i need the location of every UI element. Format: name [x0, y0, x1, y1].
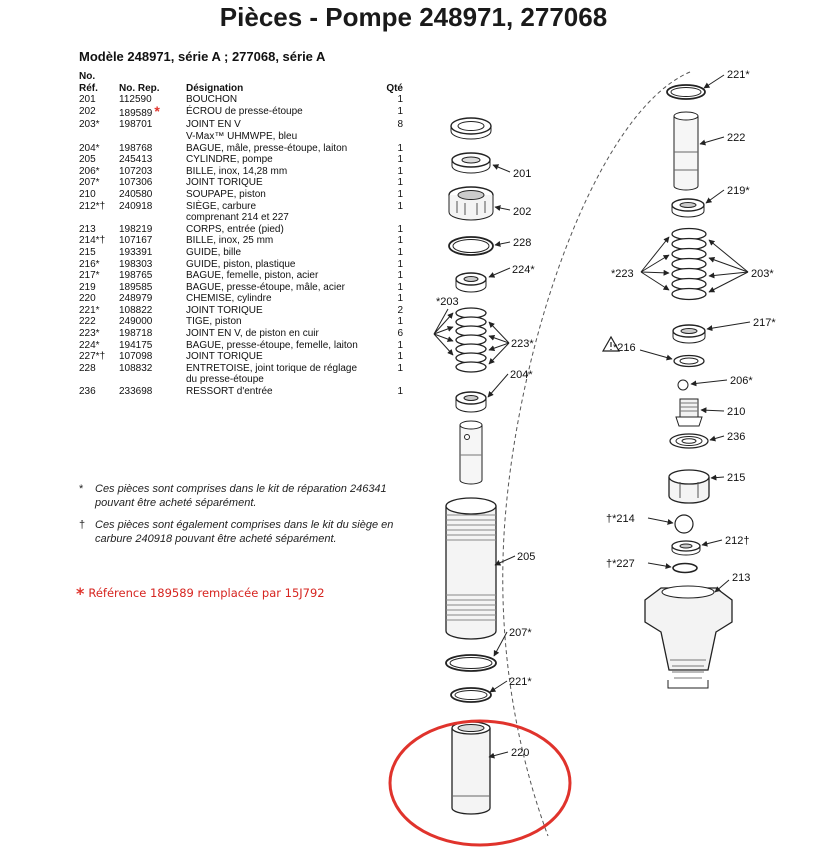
callout-215: 215 [727, 472, 746, 484]
note-kit-text: Ces pièces sont comprises dans le kit de réparation 246341 pouvant être acheté séparément. [95, 483, 387, 509]
cell-qte: 1 [397, 351, 403, 363]
cell-designation: GUIDE, piston, plastique [186, 258, 296, 270]
callout-223-left: 223* [511, 338, 534, 350]
cell-ref: 210 [79, 188, 96, 200]
note-carbide-text: Ces pièces sont également comprises dans le kit du siège en carbure 240918 pouvant être acheté séparément. [95, 519, 394, 545]
part-228-spacer [449, 237, 493, 255]
cell-designation: V-Max™ UHMWPE, bleu [186, 130, 298, 142]
cell-designation: BAGUE, femelle, piston, acier [186, 270, 319, 282]
cell-no-rep: 198718 [119, 328, 153, 340]
cell-designation: BOUCHON [186, 94, 238, 106]
cell-no-rep: 245413 [119, 154, 153, 166]
cell-ref: 215 [79, 246, 96, 258]
cell-qte: 1 [397, 246, 403, 258]
cell-designation: SIÈGE, carbure [186, 200, 257, 212]
cell-ref: 212*† [79, 200, 106, 212]
cell-designation: JOINT TORIQUE [186, 177, 263, 189]
part-207-o-ring [446, 655, 496, 671]
callout-217: 217* [753, 317, 776, 329]
cell-designation: JOINT TORIQUE [186, 304, 263, 316]
page-title: Pièces - Pompe 248971, 277068 [219, 2, 608, 32]
callout-221-right: 221* [727, 69, 750, 81]
cell-ref: 227*† [79, 351, 106, 363]
part-216-piston-guide [674, 356, 704, 367]
cell-qte: 1 [397, 281, 403, 293]
cell-no-rep: 233698 [119, 386, 153, 398]
cell-ref: 207* [79, 177, 100, 189]
part-215-ball-guide [669, 470, 709, 503]
cell-designation: ÉCROU de presse-étoupe [186, 105, 303, 117]
part-210-piston-valve [676, 399, 702, 426]
callout-206: 206* [730, 375, 753, 387]
callout-224: 224* [512, 264, 535, 276]
cell-no-rep: 193391 [119, 246, 153, 258]
cell-qte: 1 [397, 339, 403, 351]
callout-210: 210 [727, 406, 746, 418]
cell-no-rep: 107306 [119, 177, 153, 189]
cell-ref: 222 [79, 316, 96, 328]
dashed-assembly-line [503, 72, 690, 836]
cell-ref: 214*† [79, 235, 106, 247]
cell-qte: 2 [397, 304, 403, 316]
callout-202: 202 [513, 206, 532, 218]
callout-203-left: *203 [436, 296, 459, 308]
replacement-text: Référence 189589 remplacée par 15J792 [88, 586, 325, 600]
cell-designation: CYLINDRE, pompe [186, 154, 273, 166]
cell-qte: 1 [397, 200, 403, 212]
cell-no-rep: 240580 [119, 188, 153, 200]
cell-designation: ENTRETOISE, joint torique de réglage [186, 362, 358, 374]
cell-designation: GUIDE, bille [186, 246, 242, 258]
note-carbide-mark: † [79, 519, 86, 531]
cell-no-rep: 198768 [119, 142, 153, 154]
cell-no-rep: 189585 [119, 281, 153, 293]
part-214-ball [675, 515, 693, 533]
cell-qte: 1 [397, 316, 403, 328]
cell-qte: 1 [397, 293, 403, 305]
part-224-female-ring [456, 273, 486, 292]
part-220-sleeve [452, 722, 490, 814]
cell-no-rep: 112590 [119, 94, 152, 106]
cell-qte: 6 [397, 328, 403, 340]
cell-qte: 1 [397, 165, 403, 177]
cell-ref: 236 [79, 386, 96, 398]
callout-204: 204* [510, 369, 533, 381]
cell-qte: 1 [397, 188, 403, 200]
part-223-203-packing-stack-right [672, 229, 706, 300]
cell-designation: JOINT EN V, de piston en cuir [186, 328, 319, 340]
cell-designation: comprenant 214 et 227 [186, 212, 289, 224]
cell-ref: 204* [79, 142, 100, 154]
cell-ref: 213 [79, 223, 96, 235]
callout-223-right: *223 [611, 268, 634, 280]
cell-no-rep: 108832 [119, 362, 153, 374]
cell-ref: 205 [79, 154, 96, 166]
cell-qte: 1 [397, 142, 403, 154]
cell-no-rep: 248979 [119, 293, 153, 305]
part-213-inlet-housing [645, 586, 732, 688]
cell-ref: 203* [79, 119, 100, 131]
callout-213: 213 [732, 572, 751, 584]
header-ref-line2: Réf. [79, 82, 98, 94]
callout-220: 220 [511, 747, 530, 759]
cell-designation: BILLE, inox, 14,28 mm [186, 165, 288, 177]
part-204-male-ring [456, 392, 486, 412]
cell-ref: 206* [79, 165, 100, 177]
callout-216: *216 [613, 342, 636, 354]
cell-no-rep: 107167 [119, 235, 153, 247]
cell-qte: 1 [397, 362, 403, 374]
cell-ref: 221* [79, 304, 100, 316]
callout-214: †*214 [606, 513, 635, 525]
cell-ref: 217* [79, 270, 100, 282]
cell-qte: 1 [397, 270, 403, 282]
callout-222: 222 [727, 132, 746, 144]
cell-ref: 202 [79, 105, 96, 117]
callout-212: 212† [725, 535, 750, 547]
part-202-gland-nut [449, 187, 493, 220]
part-205-cylinder [446, 498, 496, 639]
cell-qte: 1 [397, 258, 403, 270]
part-219-male-ring [672, 199, 704, 217]
callout-228: 228 [513, 237, 532, 249]
cell-qte: 1 [397, 235, 403, 247]
part-gland-ring-top [451, 118, 491, 139]
header-ref-line1: No. [79, 71, 96, 82]
model-heading: Modèle 248971, série A ; 277068, série A [79, 49, 326, 64]
cell-qte: 8 [397, 119, 403, 131]
cell-designation: SOUPAPE, piston [186, 188, 266, 200]
cell-ref: 220 [79, 293, 96, 305]
cell-no-rep-text: 189589 [119, 107, 153, 119]
cell-no-rep: 107203 [119, 165, 153, 177]
callout-221-left: 221* [509, 676, 532, 688]
cell-no-rep: 240918 [119, 200, 153, 212]
callout-207: 207* [509, 627, 532, 639]
part-221-o-ring-left [451, 688, 491, 702]
cell-qte: 1 [397, 105, 403, 117]
cell-no-rep: 249000 [119, 316, 153, 328]
cell-qte: 1 [397, 94, 403, 106]
cell-ref: 201 [79, 94, 96, 106]
header-qte: Qté [386, 82, 403, 94]
callout-227: †*227 [606, 558, 635, 570]
cell-designation: JOINT EN V [186, 119, 241, 131]
cell-designation: BILLE, inox, 25 mm [186, 235, 274, 247]
cell-qte: 1 [397, 386, 403, 398]
part-227-o-ring [673, 564, 697, 573]
cell-no-rep: 198303 [119, 258, 153, 270]
cell-designation: BAGUE, presse-étoupe, mâle, acier [186, 281, 345, 293]
cell-ref: 216* [79, 258, 100, 270]
cell-designation: BAGUE, presse-étoupe, femelle, laiton [186, 339, 358, 351]
callout-219: 219* [727, 185, 750, 197]
cell-no-rep: 198701 [119, 119, 153, 131]
replacement-flag-icon: * [154, 102, 160, 119]
cell-designation: BAGUE, mâle, presse-étoupe, laiton [186, 142, 348, 154]
part-rod-left [460, 421, 482, 484]
cell-designation: TIGE, piston [186, 316, 242, 328]
cell-no-rep: 107098 [119, 351, 153, 363]
part-212-carbide-seat [672, 541, 700, 555]
cell-qte: 1 [397, 177, 403, 189]
part-203-223-packing-stack [456, 308, 486, 372]
part-236-spring [670, 434, 708, 448]
replacement-star-icon: * [76, 584, 85, 603]
header-designation: Désignation [186, 82, 244, 94]
callout-201: 201 [513, 168, 532, 180]
part-222-piston-rod [674, 112, 698, 190]
cell-designation: CHEMISE, cylindre [186, 293, 272, 305]
cell-ref: 228 [79, 362, 96, 374]
callout-203-right: 203* [751, 268, 774, 280]
header-no-rep: No. Rep. [119, 82, 160, 94]
part-206-ball [678, 380, 688, 390]
part-221-o-ring-right [667, 85, 705, 99]
cell-designation: JOINT TORIQUE [186, 351, 263, 363]
cell-designation: CORPS, entrée (pied) [186, 223, 284, 235]
cell-designation: RESSORT d'entrée [186, 386, 273, 398]
cell-qte: 1 [397, 223, 403, 235]
cell-no-rep: 198219 [119, 223, 153, 235]
cell-no-rep: 198765 [119, 270, 153, 282]
part-201-plug [452, 153, 490, 173]
part-217-female-ring [673, 325, 705, 343]
callout-205: 205 [517, 551, 536, 563]
cell-qte: 1 [397, 154, 403, 166]
note-kit-mark: * [79, 483, 84, 495]
cell-ref: 219 [79, 281, 96, 293]
cell-ref: 224* [79, 339, 100, 351]
cell-ref: 223* [79, 328, 100, 340]
callout-236: 236 [727, 431, 746, 443]
cell-no-rep: 194175 [119, 339, 153, 351]
cell-designation: du presse-étoupe [186, 374, 264, 386]
cell-no-rep: 108822 [119, 304, 153, 316]
